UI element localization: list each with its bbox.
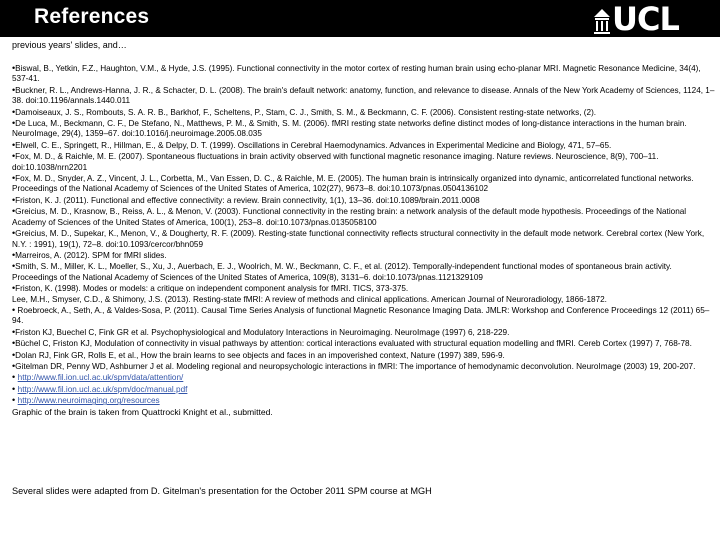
- bullet-icon: •: [12, 395, 18, 406]
- link-item: [12, 395, 718, 406]
- reference-text: Friston, K. (1998). Modes or models: a critique on independent component analysis for fMRI. TICS, 373-375.: [15, 284, 409, 294]
- reference-item: [12, 295, 718, 305]
- reference-item: [12, 140, 718, 151]
- reference-item: [12, 206, 718, 228]
- reference-item: [12, 250, 718, 261]
- reference-item: [12, 305, 718, 327]
- reference-item: [12, 327, 718, 338]
- reference-text: Greicius, M. D., Supekar, K., Menon, V., & Dougherty, R. F. (2009). Resting-state functional connectivity reflects structural connectivity in the default mode network. Cerebral cortex (New York, N.Y. : 1991), 19(1), 72–8. doi:10.1093/cercor/bhn059: [12, 229, 705, 249]
- intro-text: previous years' slides, and…: [12, 40, 127, 50]
- footer-note: Several slides were adapted from D. Gitelman's presentation for the October 2011 SPM course at MGH: [12, 486, 432, 496]
- bullet-icon: •: [12, 106, 16, 117]
- bullet-icon: •: [12, 338, 16, 349]
- reference-text: Damoiseaux, J. S., Rombouts, S. A. R. B., Barkhof, F., Scheltens, P., Stam, C. J., Smith, S. M., & Beckmann, C. F. (2006). Consistent resting-state networks, (2).: [15, 107, 597, 117]
- reference-text: Fox, M. D., Snyder, A. Z., Vincent, J. L., Corbetta, M., Van Essen, D. C., & Raichle, M. E. (2005). The human brain is intrinsically organized into dynamic, anticorrelated functional networks. Proceedings of the National Academy of Sciences of the United States of America, 102(27), 9673–8. doi:10.1073/pnas.0504136102: [12, 174, 694, 194]
- slide-title: References: [34, 5, 150, 28]
- reference-item: [12, 228, 718, 250]
- reference-text: Lee, M.H., Smyser, C.D., & Shimony, J.S. (2013). Resting-state fMRI: A review of methods and clinical applications. American Journal of Neuroradiology, 1866-1872.: [12, 294, 607, 304]
- bullet-icon: •: [12, 283, 16, 294]
- bullet-icon: •: [12, 349, 16, 360]
- bullet-icon: •: [12, 383, 18, 394]
- reference-text: De Luca, M., Beckmann, C. F., De Stefano, N., Matthews, P. M., & Smith, S. M. (2006). fMRI resting state networks define distinct modes of long-distance interactions in the human brain. NeuroImage, 29(4), 1359–67. doi:10.1016/j.neuroimage.2005.08.035: [12, 119, 687, 139]
- reference-text: Büchel C, Friston KJ, Modulation of connectivity in visual pathways by attention: cortical interactions evaluated with structural equation modelling and fMRI. Cereb Cortex (1997) 7, 768-78.: [15, 339, 692, 349]
- bullet-icon: •: [12, 63, 16, 73]
- reference-item: [12, 85, 718, 107]
- ucl-logo: [592, 0, 704, 40]
- reference-text: Gitelman DR, Penny WD, Ashburner J et al. Modeling regional and neuropsychologic interactions in fMRI: The importance of hemodynamic deconvolution. NeuroImage (2003) 19, 200-207.: [15, 361, 696, 371]
- reference-item: [12, 261, 718, 283]
- bullet-icon: •: [12, 206, 16, 217]
- bullet-icon: •: [12, 304, 16, 315]
- reference-item: [12, 118, 718, 140]
- bullet-icon: •: [12, 249, 16, 260]
- reference-text: Elwell, C. E., Springett, R., Hillman, E., & Delpy, D. T. (1999). Oscillations in Cerebral Haemodynamics. Advances in Experimental Medicine and Biology, 471, 57–65.: [15, 140, 612, 150]
- graphic-credit: Graphic of the brain is taken from Quattrocki Knight et al., submitted.: [12, 406, 273, 417]
- reference-item: [12, 63, 718, 85]
- bullet-icon: •: [12, 173, 16, 184]
- reference-text: Greicius, M. D., Krasnow, B., Reiss, A. L., & Menon, V. (2003). Functional connectivity in the resting brain: a network analysis of the default mode hypothesis. Proceedings of the National Academy of Sciences of the United States of America, 100(1), 253–8. doi:10.1073/pnas.0135058100: [12, 207, 687, 227]
- reference-text: Biswal, B., Yetkin, F.Z., Haughton, V.M., & Hyde, J.S. (1995). Functional connectivity in the motor cortex of resting human brain using echo-planar MRI. Magnetic Resonance Medicine, 34(4), 537-41.: [12, 64, 701, 84]
- bullet-icon: •: [12, 84, 16, 95]
- bullet-icon: •: [12, 326, 16, 337]
- bullet-icon: •: [12, 139, 16, 150]
- reference-link[interactable]: http://www.fil.ion.ucl.ac.uk/spm/data/attention/: [17, 373, 184, 383]
- reference-item: [12, 173, 718, 195]
- reference-item: [12, 361, 718, 372]
- bullet-icon: •: [12, 360, 16, 371]
- reference-list: [12, 63, 718, 417]
- reference-item: [12, 283, 718, 294]
- reference-text: Dolan RJ, Fink GR, Rolls E, et al., How the brain learns to see objects and faces in an impoverished context, Nature (1997) 389, 596-9.: [15, 350, 505, 360]
- reference-item: [12, 195, 718, 206]
- bullet-icon: •: [12, 151, 16, 162]
- slide-header-bar: [0, 0, 720, 37]
- reference-item: [12, 338, 718, 349]
- reference-text: Friston KJ, Buechel C, Fink GR et al. Psychophysiological and Modulatory Interactions in Neuroimaging. NeuroImage (1997) 6, 218-229.: [15, 327, 510, 337]
- reference-link[interactable]: http://www.fil.ion.ucl.ac.uk/spm/doc/manual.pdf: [17, 384, 188, 394]
- reference-item: [12, 350, 718, 361]
- ucl-logo-text: UCL: [612, 0, 679, 38]
- bullet-icon: •: [12, 261, 16, 272]
- portico-icon: [592, 6, 612, 36]
- reference-text: Marreiros, A. (2012). SPM for fMRI slides.: [15, 250, 167, 260]
- reference-text: Smith, S. M., Miller, K. L., Moeller, S., Xu, J., Auerbach, E. J., Woolrich, M. W., Beckmann, C. F., et al. (2012). Temporally-independent functional modes of spontaneous brain activity. Proceedings of the National Academy of Sciences of the United States of America, 109(8), 3131–6. doi:10.1073/pnas.1121329109: [12, 262, 672, 282]
- reference-text: Buckner, R. L., Andrews-Hanna, J. R., & Schacter, D. L. (2008). The brain's default network: anatomy, function, and relevance to disease. Annals of the New York Academy of Sciences, 1124, 1–38. doi:10.1196/annals.1440.011: [12, 85, 715, 106]
- reference-text: Friston, K. J. (2011). Functional and effective connectivity: a review. Brain connectivity, 1(1), 13–36. doi:10.1089/brain.2011.0008: [15, 195, 480, 205]
- link-item: [12, 384, 718, 395]
- bullet-icon: •: [12, 118, 16, 129]
- reference-item: [12, 151, 718, 173]
- bullet-icon: •: [12, 228, 16, 239]
- reference-text: Fox, M. D., & Raichle, M. E. (2007). Spontaneous fluctuations in brain activity observed with functional magnetic resonance imaging. Nature reviews. Neuroscience, 8(9), 700–11. doi:10.1038/nrn2201: [12, 152, 659, 172]
- link-item: [12, 372, 718, 383]
- reference-link[interactable]: http://www.neuroimaging.org/resources: [17, 396, 160, 406]
- reference-text: Roebroeck, A., Seth, A., & Valdes-Sosa, P. (2011). Causal Time Series Analysis of functional Magnetic Resonance Imaging Data. JMLR: Workshop and Conference Proceedings 12 (2011) 65–94.: [12, 305, 710, 326]
- reference-item: [12, 107, 718, 118]
- bullet-icon: •: [12, 194, 16, 205]
- bullet-icon: •: [12, 372, 18, 383]
